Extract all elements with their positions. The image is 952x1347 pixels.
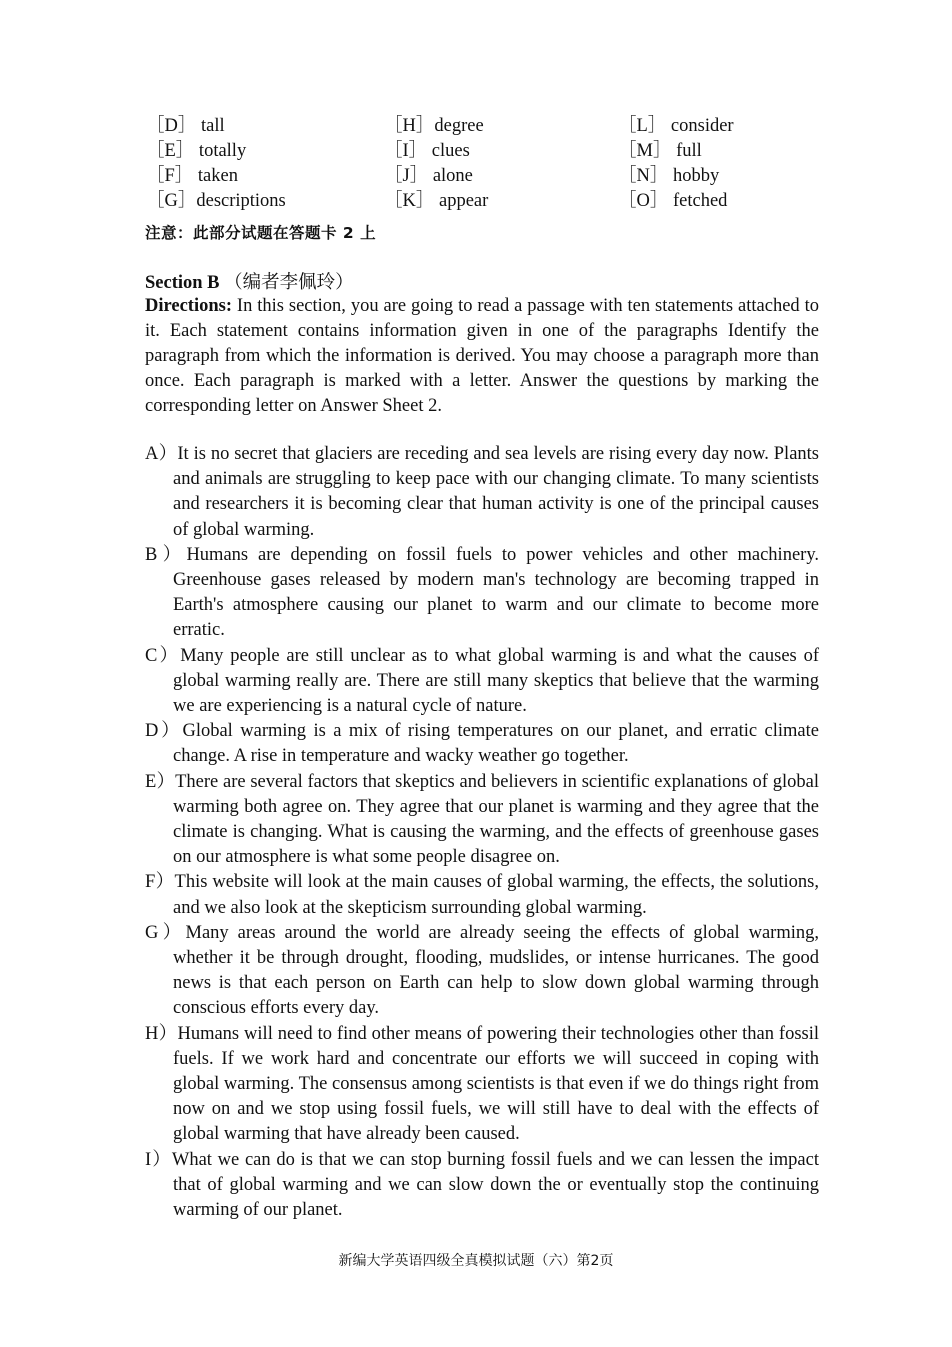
section-heading [145,268,354,294]
section-title: Section B [145,273,220,293]
word-option: ［D］ tall [146,116,225,136]
paragraph-b: B）Humans are depending on fossil fuels to power vehicles and other machinery. Greenhouse gases released by modern man's technology are becoming trapped in Earth's atmosphere causing our planet to warm and our climate to become more erratic. [145,544,819,641]
word-option: ［K］ appear [384,191,489,211]
section-author: （编者李佩玲） [224,273,354,293]
word-bank-row [146,114,846,139]
word-option: ［O］ fetched [618,191,728,211]
word-option: ［J］ alone [384,166,473,186]
word-bank [146,114,846,214]
paragraph-i: I）What we can do is that we can stop burning fossil fuels and we can lessen the impact that of global warming and we can slow down the or eventually stop the continuing warming of our planet. [145,1149,819,1221]
paragraph-d: D）Global warming is a mix of rising temperatures on our planet, and erratic climate change. A rise in temperature and wacky weather go together. [145,721,819,767]
directions-label: Directions: [145,296,232,316]
word-option: ［I］ clues [384,141,470,161]
word-option: ［N］ hobby [618,166,720,186]
word-option: ［M］ full [618,141,702,161]
paragraph-h: H）Humans will need to find other means of powering their technologies other than fossil fuels. If we work hard and concentrate our efforts we will succeed in coping with global warming. The consensus among scientists is that even if we do things right from now on and we stop using fossil fuels, we will still have to deal with the effects of global warming that have already been caused. [145,1023,819,1145]
word-option: ［H］degree [384,116,484,136]
directions [145,294,819,419]
paragraph-g: G）Many areas around the world are already seeing the effects of global warming, whether it be through drought, flooding, mudslides, or intense hurricanes. The good news is that each person on Earth can help to slow down global warming through conscious efforts every day. [145,922,819,1019]
passage [145,442,819,1223]
word-option: ［G］descriptions [146,191,286,211]
word-option: ［L］ consider [618,116,734,136]
answer-sheet-note: 注意：此部分试题在答题卡 2 上 [145,224,377,242]
word-option: ［F］ taken [146,166,238,186]
page-footer: 新编大学英语四级全真模拟试题（六）第2页 [338,1253,614,1269]
paragraph-a: A）It is no secret that glaciers are receding and sea levels are rising every day now. Plants and animals are struggling to keep pace with our changing climate. To many scientists and researchers it is becoming clear that human activity is one of the principal causes of global warming. [145,444,819,540]
paragraph-f: F）This website will look at the main causes of global warming, the effects, the solutions, and we also look at the skepticism surrounding global warming. [145,872,819,918]
word-bank-row [146,164,846,189]
paragraph-e: E）There are several factors that skeptics and believers in scientific explanations of global warming both agree on. They agree that our planet is warming and they agree that the climate is changing. What is causing the warming, and the effects of greenhouse gases on our atmosphere is what some people disagree on. [145,771,819,868]
word-bank-row [146,139,846,164]
word-bank-row [146,189,846,214]
word-option: ［E］ totally [146,141,247,161]
paragraph-c: C）Many people are still unclear as to what global warming is and what the causes of global warming really are. There are still many skeptics that believe that the warming we are experiencing is a natural cycle of nature. [145,645,819,717]
directions-text: In this section, you are going to read a passage with ten statements attached to it. Each statement contains information given in one of the paragraphs Identify the paragraph from which the information is derived. You may choose a paragraph more than once. Each paragraph is marked with a letter. Answer the questions by marking the corresponding letter on Answer Sheet 2. [145,296,819,416]
